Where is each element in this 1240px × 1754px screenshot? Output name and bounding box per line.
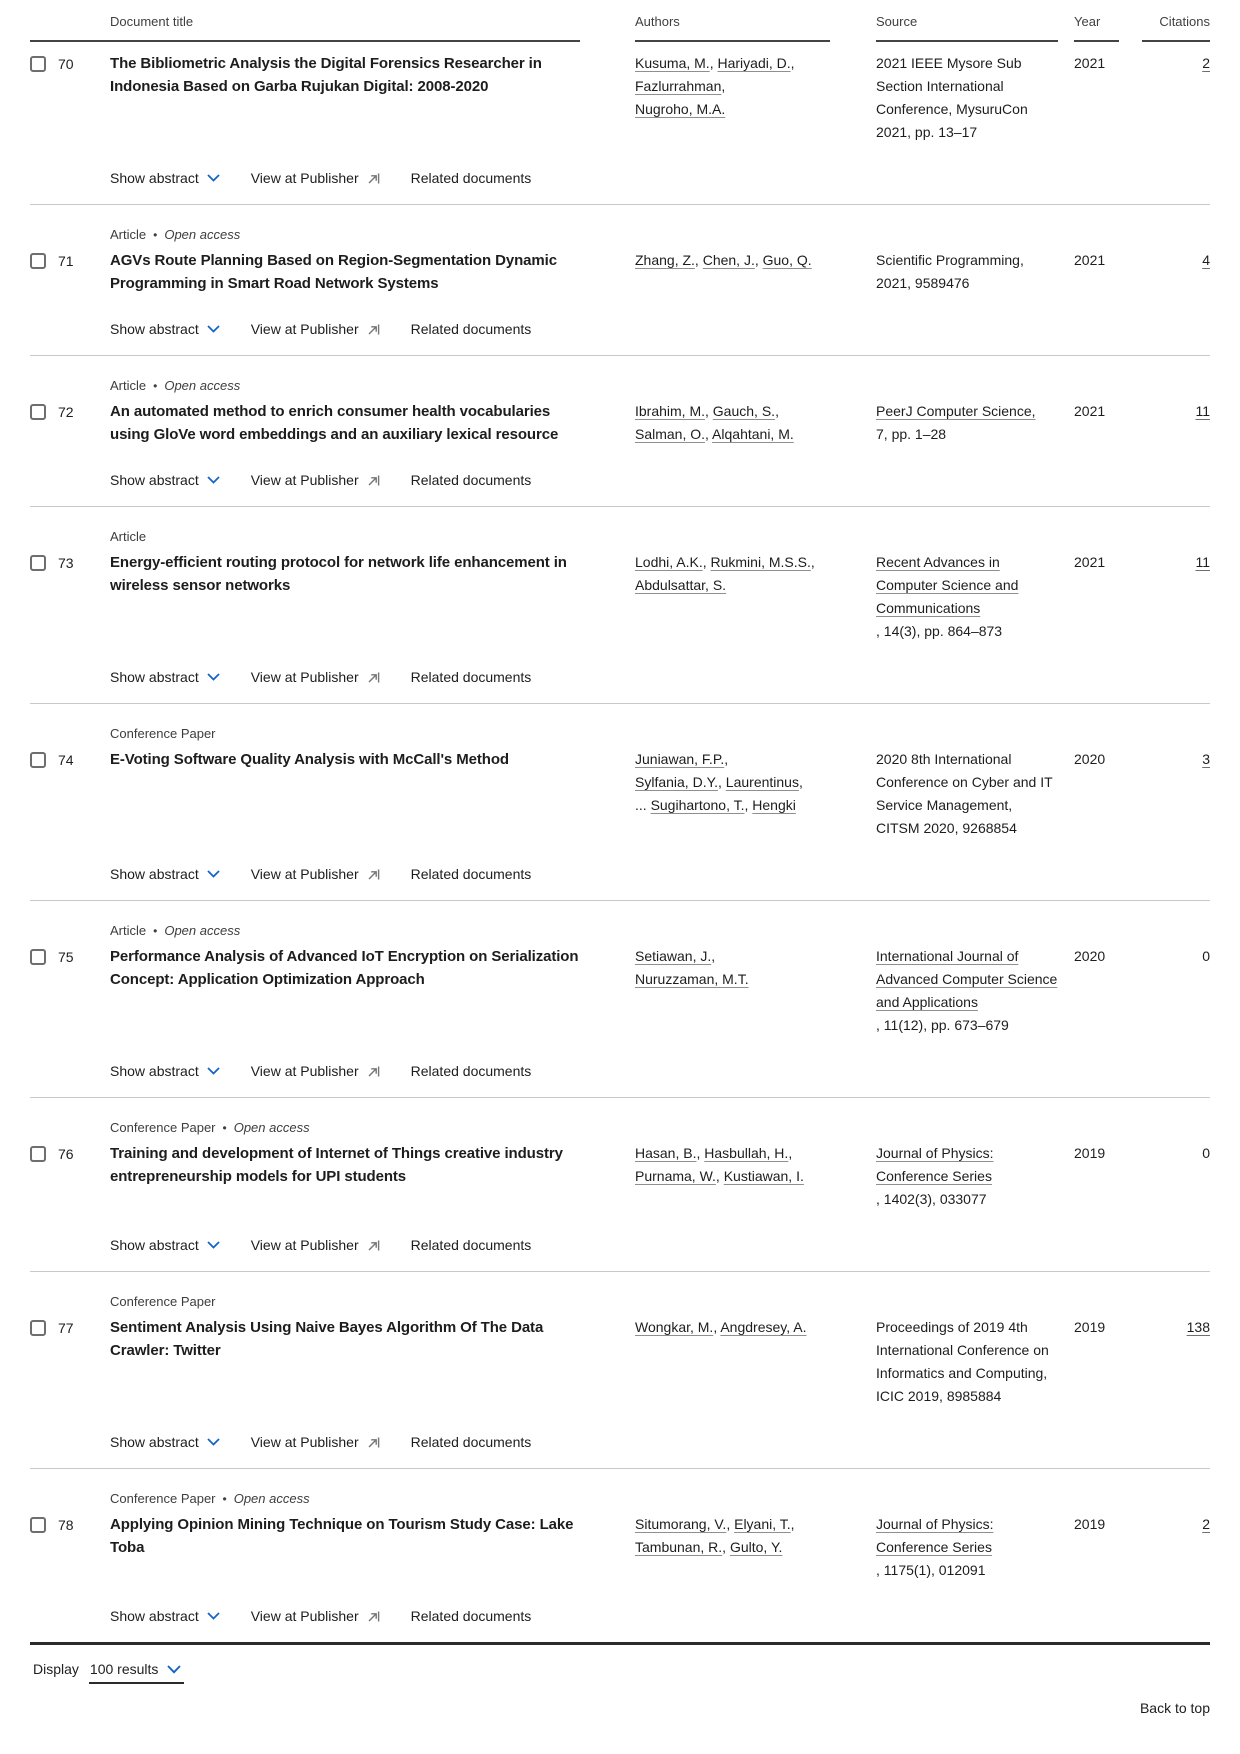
author-link[interactable]: Salman, O. bbox=[635, 426, 706, 442]
author-text: , bbox=[694, 252, 703, 268]
author-link[interactable]: Guo, Q. bbox=[762, 252, 812, 268]
source-text: 7, pp. 1–28 bbox=[876, 426, 947, 442]
type-separator-dot: • bbox=[153, 379, 158, 393]
row-actions bbox=[110, 1434, 1210, 1450]
external-link-icon bbox=[367, 1239, 380, 1252]
chevron-down-icon bbox=[207, 325, 220, 333]
table-bottom-rule bbox=[30, 1642, 1210, 1645]
year-value: 2021 bbox=[1074, 403, 1106, 419]
author-text: , bbox=[709, 55, 718, 71]
row-select-cell bbox=[30, 945, 110, 1037]
column-header-document-title: Document title bbox=[30, 14, 580, 42]
row-number: 77 bbox=[58, 1320, 74, 1336]
results-list bbox=[30, 42, 1210, 1642]
result-row-grid bbox=[30, 52, 1210, 144]
document-type-label: Article bbox=[110, 529, 147, 544]
document-title-cell bbox=[110, 1142, 580, 1211]
show-abstract-label: Show abstract bbox=[110, 170, 199, 186]
result-row bbox=[30, 356, 1210, 507]
source-text: Proceedings of 2019 4th International Conference on Informatics and Computing, ICIC 2019, 8985884 bbox=[876, 1319, 1049, 1404]
author-text: , bbox=[790, 1516, 795, 1532]
author-text: , bbox=[724, 751, 729, 767]
column-header-source: Source bbox=[876, 14, 1058, 42]
document-title-link[interactable]: Training and development of Internet of Things creative industry entrepreneurship models for UPI students bbox=[110, 1145, 563, 1185]
row-checkbox[interactable] bbox=[30, 56, 46, 72]
row-actions bbox=[110, 1608, 1210, 1624]
author-link[interactable]: Lodhi, A.K. bbox=[635, 554, 703, 570]
author-text: , bbox=[722, 1539, 730, 1555]
related-documents-label: Related documents bbox=[410, 866, 532, 882]
author-text: , bbox=[711, 948, 716, 964]
citations-cell bbox=[1142, 748, 1210, 840]
result-row-grid bbox=[30, 945, 1210, 1037]
author-link[interactable]: Situmorang, V. bbox=[635, 1516, 727, 1532]
document-type-line bbox=[110, 726, 1210, 741]
row-checkbox[interactable] bbox=[30, 404, 46, 420]
citations-count[interactable]: 4 bbox=[1202, 252, 1210, 268]
related-documents-label: Related documents bbox=[410, 1237, 532, 1253]
author-link[interactable]: Zhang, Z. bbox=[635, 252, 695, 268]
row-checkbox[interactable] bbox=[30, 1146, 46, 1162]
year-value: 2019 bbox=[1074, 1516, 1106, 1532]
external-link-icon bbox=[367, 474, 380, 487]
author-text: , bbox=[713, 1319, 721, 1335]
open-access-label: Open access bbox=[233, 1491, 310, 1506]
open-access-label: Open access bbox=[233, 1120, 310, 1135]
document-type-label: Article bbox=[110, 923, 147, 938]
view-at-publisher-label: View at Publisher bbox=[250, 669, 359, 685]
document-type-label: Conference Paper bbox=[110, 726, 216, 741]
document-title-link[interactable]: Applying Opinion Mining Technique on Tourism Study Case: Lake Toba bbox=[110, 1516, 574, 1556]
author-text: , bbox=[705, 403, 713, 419]
source-text: 2021 IEEE Mysore Sub Section International Conference, MysuruCon 2021, pp. 13–17 bbox=[876, 55, 1028, 140]
result-row-grid bbox=[30, 748, 1210, 840]
source-cell bbox=[876, 1316, 1058, 1408]
citations-count[interactable]: 138 bbox=[1186, 1319, 1210, 1335]
author-link[interactable]: Hasbullah, H. bbox=[704, 1145, 789, 1161]
row-actions bbox=[110, 1063, 1210, 1079]
author-text: , bbox=[754, 252, 763, 268]
open-access-label: Open access bbox=[164, 378, 241, 393]
author-link[interactable]: Fazlurrahman bbox=[635, 78, 722, 94]
show-abstract-link[interactable] bbox=[110, 1608, 220, 1624]
citations-count: 0 bbox=[1202, 948, 1210, 964]
document-title-cell bbox=[110, 1513, 580, 1582]
row-number: 78 bbox=[58, 1517, 74, 1533]
author-link[interactable]: Nugroho, M.A. bbox=[635, 101, 726, 117]
authors-cell bbox=[635, 1513, 830, 1582]
author-link[interactable]: Hasan, B. bbox=[635, 1145, 697, 1161]
view-at-publisher-link[interactable] bbox=[251, 1237, 380, 1253]
display-results-row bbox=[33, 1661, 1210, 1684]
author-text: , bbox=[702, 554, 711, 570]
chevron-down-icon bbox=[207, 174, 220, 182]
source-link[interactable]: International Journal of Advanced Computer Science and Applications bbox=[876, 948, 1058, 1010]
show-abstract-label: Show abstract bbox=[110, 866, 199, 882]
citations-cell bbox=[1142, 551, 1210, 643]
show-abstract-link[interactable] bbox=[110, 321, 220, 337]
author-link[interactable]: Kustiawan, I. bbox=[723, 1168, 804, 1184]
result-row bbox=[30, 1469, 1210, 1642]
result-row bbox=[30, 507, 1210, 704]
author-link[interactable]: Gulto, Y. bbox=[729, 1539, 783, 1555]
author-link[interactable]: Chen, J. bbox=[702, 252, 755, 268]
external-link-icon bbox=[367, 172, 380, 185]
row-number: 75 bbox=[58, 949, 74, 965]
related-documents-label: Related documents bbox=[410, 1434, 532, 1450]
row-actions bbox=[110, 669, 1210, 685]
external-link-icon bbox=[367, 323, 380, 336]
chevron-down-icon bbox=[207, 1067, 220, 1075]
type-separator-dot: • bbox=[153, 228, 158, 242]
related-documents-link[interactable] bbox=[411, 1434, 532, 1450]
document-title-cell bbox=[110, 400, 580, 446]
citations-cell bbox=[1142, 945, 1210, 1037]
source-text: Scientific Programming, 2021, 9589476 bbox=[876, 252, 1024, 291]
show-abstract-label: Show abstract bbox=[110, 1434, 199, 1450]
external-link-icon bbox=[367, 1436, 380, 1449]
author-link[interactable]: Abdulsattar, S. bbox=[635, 577, 727, 593]
related-documents-link[interactable] bbox=[411, 1063, 532, 1079]
source-text: 2020 8th International Conference on Cyber and IT Service Management, CITSM 2020, 9268854 bbox=[876, 751, 1053, 836]
source-cell bbox=[876, 1513, 1058, 1582]
document-title-cell bbox=[110, 1316, 580, 1408]
year-value: 2019 bbox=[1074, 1145, 1106, 1161]
document-type-line bbox=[110, 1491, 1210, 1506]
row-select-cell bbox=[30, 400, 110, 446]
author-text: , bbox=[705, 426, 713, 442]
row-select-cell bbox=[30, 748, 110, 840]
display-results-value: 100 results bbox=[89, 1661, 159, 1677]
related-documents-label: Related documents bbox=[410, 1063, 532, 1079]
result-row bbox=[30, 1272, 1210, 1469]
open-access-label: Open access bbox=[164, 227, 241, 242]
related-documents-link[interactable] bbox=[411, 1237, 532, 1253]
result-row-grid bbox=[30, 400, 1210, 446]
year-value: 2019 bbox=[1074, 1319, 1106, 1335]
author-text: , bbox=[715, 1168, 724, 1184]
row-actions bbox=[110, 321, 1210, 337]
author-link[interactable]: Ibrahim, M. bbox=[635, 403, 706, 419]
document-type-label: Article bbox=[110, 227, 147, 242]
citations-cell bbox=[1142, 1316, 1210, 1408]
author-link[interactable]: Sylfania, D.Y. bbox=[635, 774, 719, 790]
citations-count[interactable]: 11 bbox=[1195, 554, 1210, 570]
row-select-cell bbox=[30, 52, 110, 144]
view-at-publisher-label: View at Publisher bbox=[250, 472, 359, 488]
document-type-line bbox=[110, 227, 1210, 242]
view-at-publisher-link[interactable] bbox=[251, 472, 380, 488]
column-header-citations: Citations bbox=[1142, 14, 1210, 42]
authors-cell bbox=[635, 1142, 830, 1211]
view-at-publisher-label: View at Publisher bbox=[250, 321, 359, 337]
source-text: , 1175(1), 012091 bbox=[876, 1562, 986, 1578]
row-select-cell bbox=[30, 551, 110, 643]
citations-cell bbox=[1142, 52, 1210, 144]
author-link[interactable]: Tambunan, R. bbox=[635, 1539, 723, 1555]
chevron-down-icon bbox=[207, 1612, 220, 1620]
author-link[interactable]: Sugihartono, T. bbox=[650, 797, 745, 813]
view-at-publisher-link[interactable] bbox=[251, 170, 380, 186]
source-link[interactable]: Journal of Physics: Conference Series bbox=[876, 1145, 994, 1184]
row-checkbox[interactable] bbox=[30, 1320, 46, 1336]
author-link[interactable]: Wongkar, M. bbox=[635, 1319, 714, 1335]
source-cell bbox=[876, 52, 1058, 144]
result-row bbox=[30, 1098, 1210, 1272]
author-text: , bbox=[726, 1516, 735, 1532]
year-value: 2021 bbox=[1074, 554, 1106, 570]
view-at-publisher-label: View at Publisher bbox=[250, 170, 359, 186]
external-link-icon bbox=[367, 1065, 380, 1078]
result-row bbox=[30, 901, 1210, 1098]
author-link[interactable]: Laurentinus bbox=[725, 774, 799, 790]
author-link[interactable]: Elyani, T. bbox=[734, 1516, 791, 1532]
row-actions bbox=[110, 1237, 1210, 1253]
column-header-authors: Authors bbox=[635, 14, 830, 42]
author-link[interactable]: Kusuma, M. bbox=[635, 55, 710, 71]
show-abstract-label: Show abstract bbox=[110, 1608, 199, 1624]
chevron-down-icon bbox=[207, 1438, 220, 1446]
document-title-cell bbox=[110, 748, 580, 840]
show-abstract-label: Show abstract bbox=[110, 1237, 199, 1253]
chevron-down-icon bbox=[207, 476, 220, 484]
external-link-icon bbox=[367, 1610, 380, 1623]
row-checkbox[interactable] bbox=[30, 253, 46, 269]
document-title-link[interactable]: An automated method to enrich consumer health vocabularies using GloVe word embeddings and an auxiliary lexical resource bbox=[110, 403, 559, 443]
show-abstract-label: Show abstract bbox=[110, 669, 199, 685]
related-documents-label: Related documents bbox=[410, 472, 532, 488]
result-row bbox=[30, 205, 1210, 356]
view-at-publisher-link[interactable] bbox=[251, 321, 380, 337]
chevron-down-icon bbox=[207, 1241, 220, 1249]
related-documents-link[interactable] bbox=[411, 472, 532, 488]
show-abstract-label: Show abstract bbox=[110, 472, 199, 488]
result-row-grid bbox=[30, 1513, 1210, 1582]
author-text: , bbox=[744, 797, 753, 813]
authors-cell bbox=[635, 551, 830, 643]
display-label: Display bbox=[33, 1661, 79, 1677]
source-cell bbox=[876, 748, 1058, 840]
row-number: 71 bbox=[58, 253, 74, 269]
citations-count[interactable]: 2 bbox=[1202, 55, 1210, 71]
author-text: , bbox=[718, 774, 726, 790]
author-text: , bbox=[696, 1145, 705, 1161]
display-results-select[interactable] bbox=[89, 1661, 184, 1684]
row-select-cell bbox=[30, 1316, 110, 1408]
document-type-line bbox=[110, 1120, 1210, 1135]
view-at-publisher-label: View at Publisher bbox=[250, 866, 359, 882]
document-type-label: Conference Paper bbox=[110, 1120, 216, 1135]
type-separator-dot: • bbox=[222, 1121, 227, 1135]
citations-cell bbox=[1142, 1142, 1210, 1211]
result-row-grid bbox=[30, 1316, 1210, 1408]
citations-cell bbox=[1142, 1513, 1210, 1582]
author-link[interactable]: Hariyadi, D. bbox=[717, 55, 791, 71]
author-link[interactable]: Juniawan, F.P. bbox=[635, 751, 725, 767]
row-number: 76 bbox=[58, 1146, 74, 1162]
related-documents-label: Related documents bbox=[410, 321, 532, 337]
external-link-icon bbox=[367, 671, 380, 684]
external-link-icon bbox=[367, 868, 380, 881]
result-row bbox=[30, 704, 1210, 901]
author-text: ... bbox=[635, 797, 651, 813]
author-link[interactable]: Setiawan, J. bbox=[635, 948, 712, 964]
related-documents-link[interactable] bbox=[411, 321, 532, 337]
document-type-line bbox=[110, 923, 1210, 938]
chevron-down-icon bbox=[207, 673, 220, 681]
year-value: 2020 bbox=[1074, 751, 1106, 767]
type-separator-dot: • bbox=[153, 924, 158, 938]
author-link[interactable]: Alqahtani, M. bbox=[712, 426, 794, 442]
authors-cell bbox=[635, 52, 830, 144]
source-text: , 14(3), pp. 864–873 bbox=[876, 623, 1003, 639]
row-actions bbox=[110, 472, 1210, 488]
author-text: , bbox=[798, 774, 803, 790]
authors-cell bbox=[635, 945, 830, 1037]
author-text: , bbox=[788, 1145, 793, 1161]
author-link[interactable]: Angdresey, A. bbox=[720, 1319, 807, 1335]
author-text: , bbox=[721, 78, 726, 94]
related-documents-label: Related documents bbox=[410, 669, 532, 685]
document-title-cell bbox=[110, 52, 580, 144]
view-at-publisher-link[interactable] bbox=[251, 1608, 380, 1624]
document-type-label: Conference Paper bbox=[110, 1294, 216, 1309]
row-select-cell bbox=[30, 1513, 110, 1582]
related-documents-link[interactable] bbox=[411, 669, 532, 685]
citations-count[interactable]: 3 bbox=[1202, 751, 1210, 767]
related-documents-label: Related documents bbox=[410, 170, 532, 186]
document-title-cell bbox=[110, 249, 580, 295]
row-number: 73 bbox=[58, 555, 74, 571]
related-documents-link[interactable] bbox=[411, 1608, 532, 1624]
view-at-publisher-link[interactable] bbox=[251, 669, 380, 685]
row-checkbox[interactable] bbox=[30, 949, 46, 965]
result-row-grid bbox=[30, 1142, 1210, 1211]
document-title-link[interactable]: AGVs Route Planning Based on Region-Segmentation Dynamic Programming in Smart Road Network Systems bbox=[110, 252, 557, 292]
citations-count: 0 bbox=[1202, 1145, 1210, 1161]
view-at-publisher-label: View at Publisher bbox=[250, 1434, 359, 1450]
source-cell bbox=[876, 249, 1058, 295]
show-abstract-label: Show abstract bbox=[110, 1063, 199, 1079]
row-checkbox[interactable] bbox=[30, 555, 46, 571]
authors-cell bbox=[635, 1316, 830, 1408]
author-link[interactable]: Hengki bbox=[752, 797, 796, 813]
citations-cell bbox=[1142, 400, 1210, 446]
result-row bbox=[30, 42, 1210, 205]
row-actions bbox=[110, 866, 1210, 882]
authors-cell bbox=[635, 400, 830, 446]
document-title-cell bbox=[110, 551, 580, 643]
citations-cell bbox=[1142, 249, 1210, 295]
open-access-label: Open access bbox=[164, 923, 241, 938]
related-documents-link[interactable] bbox=[411, 866, 532, 882]
back-to-top-link[interactable]: Back to top bbox=[1139, 1700, 1210, 1716]
document-type-line bbox=[110, 378, 1210, 393]
show-abstract-link[interactable] bbox=[110, 1063, 220, 1079]
document-title-link[interactable]: The Bibliometric Analysis the Digital Forensics Researcher in Indonesia Based on Garba Rujukan Digital: 2008-2020 bbox=[110, 55, 542, 95]
source-link[interactable]: PeerJ Computer Science, bbox=[876, 403, 1036, 419]
year-value: 2020 bbox=[1074, 948, 1106, 964]
result-row-grid bbox=[30, 551, 1210, 643]
view-at-publisher-link[interactable] bbox=[251, 866, 380, 882]
source-cell bbox=[876, 1142, 1058, 1211]
view-at-publisher-label: View at Publisher bbox=[250, 1608, 359, 1624]
view-at-publisher-label: View at Publisher bbox=[250, 1237, 359, 1253]
chevron-down-icon bbox=[207, 870, 220, 878]
year-value: 2021 bbox=[1074, 55, 1106, 71]
row-select-cell bbox=[30, 249, 110, 295]
document-type-label: Conference Paper bbox=[110, 1491, 216, 1506]
show-abstract-link[interactable] bbox=[110, 170, 220, 186]
related-documents-label: Related documents bbox=[410, 1608, 532, 1624]
show-abstract-link[interactable] bbox=[110, 1237, 220, 1253]
author-text: , bbox=[810, 554, 815, 570]
author-link[interactable]: Gauch, S. bbox=[712, 403, 776, 419]
authors-cell bbox=[635, 249, 830, 295]
view-at-publisher-link[interactable] bbox=[251, 1434, 380, 1450]
document-title-link[interactable]: E-Voting Software Quality Analysis with McCall's Method bbox=[110, 751, 509, 768]
source-cell bbox=[876, 400, 1058, 446]
document-title-link[interactable]: Sentiment Analysis Using Naive Bayes Algorithm Of The Data Crawler: Twitter bbox=[110, 1319, 544, 1359]
row-number: 72 bbox=[58, 404, 74, 420]
column-header-year: Year bbox=[1074, 14, 1119, 42]
row-select-cell bbox=[30, 1142, 110, 1211]
citations-count[interactable]: 2 bbox=[1202, 1516, 1210, 1532]
row-number: 70 bbox=[58, 56, 74, 72]
source-cell bbox=[876, 551, 1058, 643]
document-title-cell bbox=[110, 945, 580, 1037]
year-value: 2021 bbox=[1074, 252, 1106, 268]
source-link[interactable]: Journal of Physics: Conference Series bbox=[876, 1516, 994, 1555]
type-separator-dot: • bbox=[222, 1492, 227, 1506]
show-abstract-label: Show abstract bbox=[110, 321, 199, 337]
source-text: , 1402(3), 033077 bbox=[876, 1191, 987, 1207]
author-text: , bbox=[775, 403, 779, 419]
row-number: 74 bbox=[58, 752, 74, 768]
back-to-top-row bbox=[30, 1700, 1210, 1716]
results-table-header bbox=[30, 0, 1210, 42]
document-title-link[interactable]: Performance Analysis of Advanced IoT Encryption on Serialization Concept: Application Optimization Approach bbox=[110, 948, 579, 988]
document-type-label: Article bbox=[110, 378, 147, 393]
show-abstract-link[interactable] bbox=[110, 669, 220, 685]
document-type-line bbox=[110, 1294, 1210, 1309]
author-link[interactable]: Purnama, W. bbox=[635, 1168, 716, 1184]
show-abstract-link[interactable] bbox=[110, 866, 220, 882]
row-actions bbox=[110, 170, 1210, 186]
view-at-publisher-link[interactable] bbox=[251, 1063, 380, 1079]
show-abstract-link[interactable] bbox=[110, 472, 220, 488]
author-link[interactable]: Rukmini, M.S.S. bbox=[710, 554, 811, 570]
document-type-line bbox=[110, 529, 1210, 544]
show-abstract-link[interactable] bbox=[110, 1434, 220, 1450]
source-cell bbox=[876, 945, 1058, 1037]
row-checkbox[interactable] bbox=[30, 752, 46, 768]
view-at-publisher-label: View at Publisher bbox=[250, 1063, 359, 1079]
authors-cell bbox=[635, 748, 830, 840]
related-documents-link[interactable] bbox=[411, 170, 532, 186]
row-checkbox[interactable] bbox=[30, 1517, 46, 1533]
author-text: , bbox=[790, 55, 795, 71]
citations-count[interactable]: 11 bbox=[1195, 403, 1210, 419]
source-link[interactable]: Recent Advances in Computer Science and Communications bbox=[876, 554, 1019, 616]
document-title-link[interactable]: Energy-efficient routing protocol for network life enhancement in wireless sensor networks bbox=[110, 554, 567, 594]
result-row-grid bbox=[30, 249, 1210, 295]
chevron-down-icon bbox=[167, 1665, 181, 1674]
author-link[interactable]: Nuruzzaman, M.T. bbox=[635, 971, 749, 987]
source-text: , 11(12), pp. 673–679 bbox=[876, 1017, 1009, 1033]
